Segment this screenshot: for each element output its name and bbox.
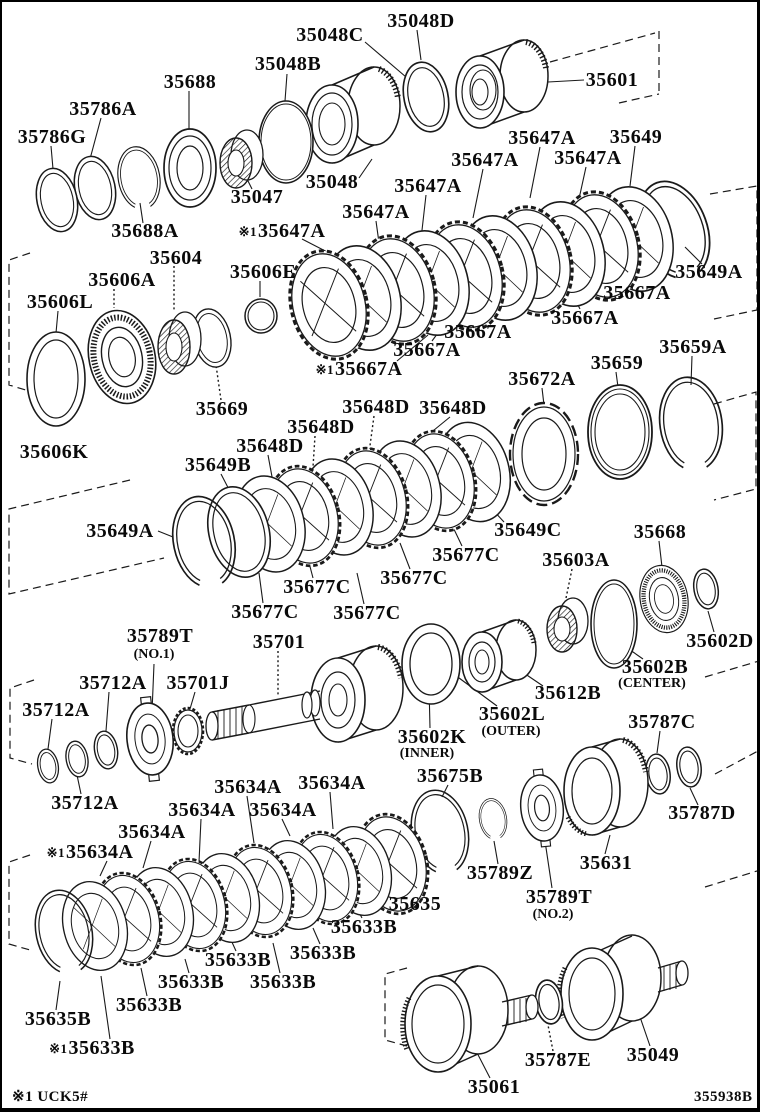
part-label-35786G: 35786G <box>17 126 87 148</box>
part-label-CENTER: (CENTER) <box>618 676 686 691</box>
part-label-35647A: 35647A <box>554 147 622 169</box>
part-label-35677C: 35677C <box>432 544 500 566</box>
part-label-35612B: 35612B <box>534 682 602 704</box>
part-label-35672A: 35672A <box>508 368 576 390</box>
part-35688A-snap-ring <box>113 143 165 212</box>
part-label-35701: 35701 <box>252 631 306 653</box>
part-35604-race <box>158 312 201 374</box>
part-35631-drum <box>564 739 648 835</box>
part-label-35602D: 35602D <box>686 630 754 652</box>
part-label-35635B: 35635B <box>24 1008 92 1030</box>
part-label-35649: 35649 <box>609 126 663 148</box>
part-label-35659A: 35659A <box>659 336 727 358</box>
part-35668-bearing <box>635 562 694 637</box>
part-label-35688: 35688 <box>163 71 217 93</box>
part-label-35789T: 35789T <box>525 886 593 908</box>
part-label-35647A: 35647A <box>508 127 576 149</box>
part-35606A-bearing <box>80 304 164 410</box>
part-label-35606K: 35606K <box>19 441 89 463</box>
part-35061-drum <box>403 966 538 1072</box>
part-label-35634A: 35634A <box>118 821 186 843</box>
part-35602B-gasket <box>591 580 637 668</box>
part-label-35677C: 35677C <box>380 567 448 589</box>
part-35047-hub <box>220 130 263 188</box>
part-35787D-ring <box>674 746 703 789</box>
part-35048D-ring <box>397 58 455 136</box>
part-label-35712A: 35712A <box>22 699 90 721</box>
part-label-35787C: 35787C <box>628 711 696 733</box>
part-label-35633B: 35633B <box>249 971 317 993</box>
part-35048-drum <box>306 67 400 163</box>
part-label-35659: 35659 <box>590 352 644 374</box>
part-label-35606L: 35606L <box>26 291 94 313</box>
part-35712A-ring <box>63 739 91 778</box>
part-label-35047: 35047 <box>230 186 284 208</box>
part-label-35602K: 35602K <box>397 726 467 748</box>
part-label-NO2: (NO.2) <box>532 907 574 922</box>
part-label-35633B: 35633B <box>204 949 272 971</box>
part-35789Z-snap-ring <box>476 796 510 841</box>
part-35712A-ring <box>35 747 61 784</box>
part-35789T-no2-plate <box>517 767 567 848</box>
part-label-35604: 35604 <box>149 247 203 269</box>
part-label-35649B: 35649B <box>184 454 252 476</box>
part-35659-ring <box>588 385 652 479</box>
part-label-35647A: ※135647A <box>238 220 326 242</box>
part-label-35634A: 35634A <box>168 799 236 821</box>
part-label-35633B: 35633B <box>289 942 357 964</box>
part-35612B-drum <box>462 620 536 692</box>
part-label-35648D: 35648D <box>287 416 355 438</box>
part-35603A-race <box>547 598 588 652</box>
part-label-35669: 35669 <box>195 398 249 420</box>
part-label-35701J: 35701J <box>166 672 230 694</box>
part-label-35061: 35061 <box>467 1076 521 1098</box>
part-label-NO1: (NO.1) <box>133 647 175 662</box>
part-label-OUTER: (OUTER) <box>481 724 541 739</box>
part-label-35667A: 35667A <box>444 321 512 343</box>
part-label-35688A: 35688A <box>111 220 179 242</box>
part-label-35633B: 35633B <box>157 971 225 993</box>
part-35672A-plate <box>510 403 578 505</box>
exploded-parts-drawing <box>2 2 760 1112</box>
part-label-35647A: 35647A <box>451 149 519 171</box>
part-label-35786A: 35786A <box>69 98 137 120</box>
part-label-35647A: 35647A <box>342 201 410 223</box>
part-label-35787D: 35787D <box>668 802 736 824</box>
part-label-35048C: 35048C <box>296 24 364 46</box>
drawing-number: 355938B <box>694 1089 753 1105</box>
part-label-35712A: 35712A <box>79 672 147 694</box>
part-label-35633B: ※135633B <box>49 1037 135 1059</box>
part-label-35634A: 35634A <box>214 776 282 798</box>
part-label-35677C: 35677C <box>283 576 351 598</box>
part-label-35667A: 35667A <box>603 282 671 304</box>
part-label-35668: 35668 <box>633 521 687 543</box>
part-35606E-ring <box>245 299 277 333</box>
part-label-35649A: 35649A <box>86 520 154 542</box>
part-label-35606E: 35606E <box>229 261 297 283</box>
part-label-35634A: 35634A <box>249 799 317 821</box>
part-label-35602B: 35602B <box>621 656 689 678</box>
star-note-marker: ※1 <box>315 362 334 377</box>
part-label-35048D: 35048D <box>387 10 455 32</box>
part-35602D-ring <box>691 567 722 611</box>
part-label-35667A: 35667A <box>393 339 461 361</box>
part-35701J-ring <box>173 708 203 754</box>
part-35712A-ring <box>91 729 120 770</box>
part-35659A-snap-ring <box>654 373 728 475</box>
part-label-35602L: 35602L <box>478 703 546 725</box>
part-label-35649A: 35649A <box>675 261 743 283</box>
part-label-35712A: 35712A <box>51 792 119 814</box>
part-label-INNER: (INNER) <box>399 746 455 761</box>
star-note-marker: ※1 <box>49 1041 68 1056</box>
part-label-35787E: 35787E <box>524 1049 592 1071</box>
part-label-35649C: 35649C <box>494 519 562 541</box>
star-note-marker: ※1 <box>238 224 257 239</box>
part-35688-ring <box>164 129 216 207</box>
part-label-35633B: 35633B <box>115 994 183 1016</box>
part-35701-shaft <box>206 646 403 742</box>
part-label-35667A: ※135667A <box>315 358 403 380</box>
part-35601-drum <box>456 40 548 128</box>
part-label-35647A: 35647A <box>394 175 462 197</box>
part-label-35648D: 35648D <box>419 397 487 419</box>
part-label-35667A: 35667A <box>551 307 619 329</box>
part-35049-drum <box>559 935 688 1040</box>
part-label-35635: 35635 <box>388 893 442 915</box>
clutch-pack-B <box>165 415 521 594</box>
part-label-35789Z: 35789Z <box>466 862 534 884</box>
part-label-35675B: 35675B <box>416 765 484 787</box>
part-label-35048B: 35048B <box>254 53 322 75</box>
part-35789T-no1-plate <box>123 695 178 783</box>
part-35602K-35602L-rings <box>402 624 460 704</box>
part-label-35606A: 35606A <box>88 269 156 291</box>
part-label-35601: 35601 <box>585 69 639 91</box>
part-label-35677C: 35677C <box>333 602 401 624</box>
part-label-35048: 35048 <box>305 171 359 193</box>
part-label-35634A: ※135634A <box>46 841 134 863</box>
part-label-35603A: 35603A <box>542 549 610 571</box>
part-label-35648D: 35648D <box>236 435 304 457</box>
star-note-marker: ※1 <box>46 845 65 860</box>
part-35606L-ring <box>27 332 85 426</box>
part-label-35049: 35049 <box>626 1044 680 1066</box>
part-label-35648D: 35648D <box>342 396 410 418</box>
part-label-35634A: 35634A <box>298 772 366 794</box>
part-label-35789T: 35789T <box>126 625 194 647</box>
part-label-35633B: 35633B <box>330 916 398 938</box>
part-label-35631: 35631 <box>579 852 633 874</box>
part-label-35677C: 35677C <box>231 601 299 623</box>
footnote-uck5: ※1 UCK5# <box>12 1089 89 1105</box>
